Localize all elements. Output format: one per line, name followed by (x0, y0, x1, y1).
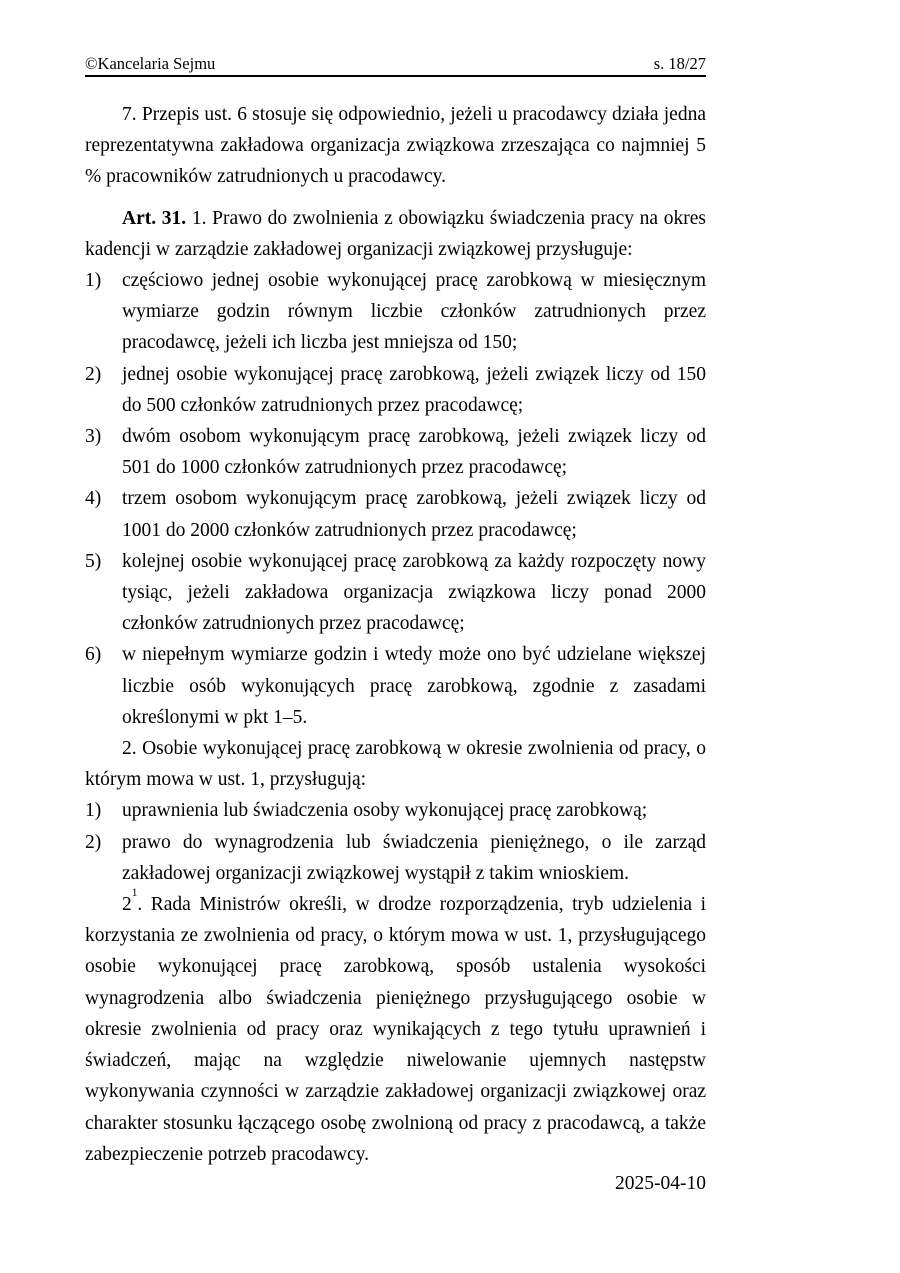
list-item-number: 2) (85, 831, 102, 853)
list-item-text: kolejnej osobie wykonującej pracę zarobkową za każdy rozpoczęty nowy tysiąc, jeżeli zakładowa organizacja związkowa liczy ponad 2000 członków zatrudnionych przez pracodawcę; (122, 550, 706, 635)
list-item (85, 827, 706, 889)
list-item (85, 639, 706, 733)
list-item-number: 1) (85, 800, 102, 822)
ust-2-1-base: 2 (122, 894, 132, 916)
list-item-text: częściowo jednej osobie wykonującej pracę zarobkową w miesięcznym wymiarze godzin równym liczbie członków zatrudnionych przez pracodawcę, jeżeli ich liczba jest mniejsza od 150; (122, 270, 706, 354)
footer-date: 2025-04-10 (615, 1173, 706, 1194)
list-item-text: dwóm osobom wykonującym pracę zarobkową, jeżeli związek liczy od 501 do 1000 członków zatrudnionych przez pracodawcę; (122, 426, 706, 479)
list-item-text: uprawnienia lub świadczenia osoby wykonującej pracę zarobkową; (122, 800, 648, 822)
list-item (85, 265, 706, 359)
list-item-text: trzem osobom wykonującym pracę zarobkową, jeżeli związek liczy od 1001 do 2000 członków zatrudnionych przez pracodawcę; (122, 488, 706, 541)
numbered-list-art31-ust1 (85, 265, 706, 733)
numbered-list-art31-ust2 (85, 795, 706, 889)
list-item-number: 3) (85, 426, 102, 448)
paragraph-ust-7: 7. Przepis ust. 6 stosuje się odpowiednio, jeżeli u pracodawcy działa jedna reprezentatywna zakładowa organizacja związkowa zrzeszająca co najmniej 5 % pracowników zatrudnionych u pracodawcy. (85, 104, 706, 188)
ust-2-1-superscript: 1 (131, 887, 138, 900)
paragraph-ust-2-1 (85, 889, 706, 1170)
ust-2-1-text: . Rada Ministrów określi, w drodze rozporządzenia, tryb udzielenia i korzystania ze zwolnienia od pracy, o którym mowa w ust. 1, przysługującego osobie wykonującej pracę zarobkową, sposób ustalenia wysokości wynagrodzenia albo świadczenia pieniężnego przysługującego osobie w okresie zwolnienia od pracy oraz wynikających z tego tytułu uprawnień i świadczeń, mając na względzie niwelowanie ujemnych następstw wykonywania czynności w zarządzie zakładowej organizacji związkowej oraz charakter stosunku łączącego osobę zwolnioną od pracy z pracodawcą, a także zabezpieczenie potrzeb pracodawcy. (85, 894, 706, 1165)
header-page-number: s. 18/27 (653, 54, 706, 73)
list-item (85, 483, 706, 545)
list-item (85, 795, 706, 826)
list-item-number: 4) (85, 488, 102, 510)
list-item-text: jednej osobie wykonującej pracę zarobkową, jeżeli związek liczy od 150 do 500 członków zatrudnionych przez pracodawcę; (122, 363, 706, 416)
document-body (85, 99, 706, 1170)
list-item-text: prawo do wynagrodzenia lub świadczenia pieniężnego, o ile zarząd zakładowej organizacji związkowej wystąpił z takim wnioskiem. (122, 831, 706, 884)
article-intro-text: 1. Prawo do zwolnienia z obowiązku świadczenia pracy na okres kadencji w zarządzie zakładowej organizacji związkowej przysługuje: (85, 207, 706, 260)
list-item-text: w niepełnym wymiarze godzin i wtedy może ono być udzielane większej liczbie osób wykonujących pracę zarobkową, zgodnie z zasadami określonymi w pkt 1–5. (122, 644, 706, 728)
list-item (85, 546, 706, 640)
list-item-number: 2) (85, 363, 102, 385)
list-item (85, 359, 706, 421)
list-item-number: 5) (85, 550, 102, 572)
list-item-number: 1) (85, 270, 102, 292)
list-item (85, 421, 706, 483)
paragraph-ust-2: 2. Osobie wykonującej pracę zarobkową w okresie zwolnienia od pracy, o którym mowa w ust. 1, przysługują: (85, 738, 706, 791)
list-item-number: 6) (85, 644, 102, 666)
article-number-label: Art. 31. (122, 207, 187, 229)
header-publisher: ©Kancelaria Sejmu (85, 54, 216, 73)
paragraph-art-31 (85, 203, 706, 265)
page-header (85, 53, 706, 77)
